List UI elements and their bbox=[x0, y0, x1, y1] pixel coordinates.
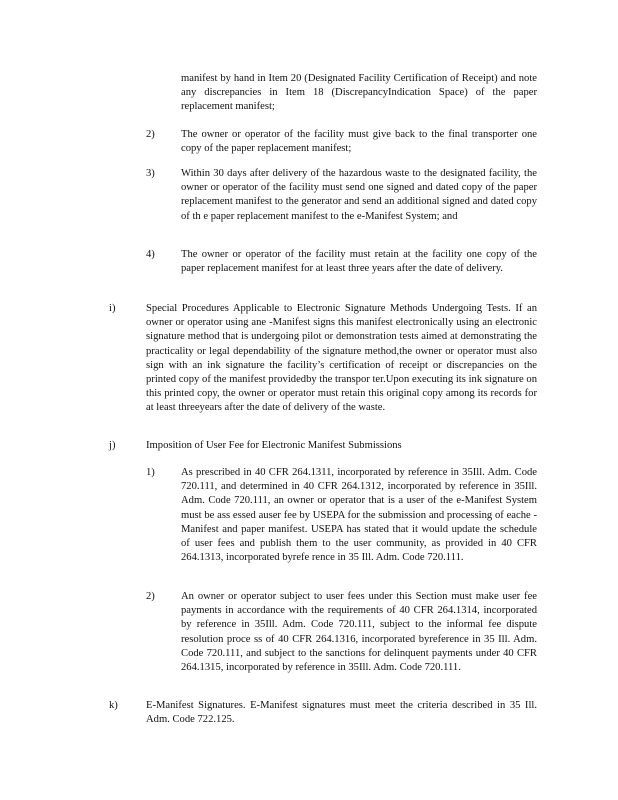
subitem-label: 2) bbox=[146, 591, 155, 602]
subitem-text: An owner or operator subject to user fees under this Section must make user fee payments in accordance with the requirements of 40 CFR 264.1314, incorporated by reference in 35Ill. Adm. Code 720.111, subject to the informal fee dispute resolution proce ss of 40 CFR 264.1316, incorporated byreference in 35 Ill. Adm. Code 720.111, and subject to the sanctions for delinquent payments under 40 CFR 264.1315, incorporated by reference in 35Ill. Adm. Code 720.111. bbox=[181, 591, 537, 674]
section-heading: Imposition of User Fee for Electronic Manifest Submissions bbox=[146, 440, 402, 451]
section-label: i) bbox=[109, 303, 116, 314]
section-text: E-Manifest Signatures. E-Manifest signatures must meet the criteria described in 35 Ill. Adm. Code 722.125. bbox=[146, 700, 537, 726]
item-label: 3) bbox=[146, 168, 155, 179]
item-label: 2) bbox=[146, 129, 155, 140]
section-text: Special Procedures Applicable to Electronic Signature Methods Undergoing Tests. If an owner or operator using ane -Manifest signs this manifest electronically using an electronic signature method that is undergoing pilot or demonstration tests aimed at demonstrating the practicality or legal dependability of the signature method,the owner or operator must also sign with an ink signature the facility’s certification of receipt or discrepancies on the printed copy of the manifest providedby the transpor ter.Upon executing its ink signature on this printed copy, the owner or operator must retain this original copy among its records for at least threeyears after the date of delivery of the waste. bbox=[146, 303, 537, 414]
section-label: j) bbox=[109, 440, 116, 451]
item-text: The owner or operator of the facility must give back to the final transporter one copy of the paper replacement manifest; bbox=[181, 129, 537, 155]
subitem-text: As prescribed in 40 CFR 264.1311, incorporated by reference in 35Ill. Adm. Code 720.111, and determined in 40 CFR 264.1312, incorporated by reference in 35Ill. Adm. Code 720.111, an owner or operator that is a user of the e-Manifest System must be ass essed auser fee by USEPA for the submission and processing of eache - Manifest and paper manifest. USEPA has stated that it would update the schedule of user fees and publish them to the user community, as provided in 40 CFR 264.1313, incorporated byrefe rence in 35 Ill. Adm. Code 720.111. bbox=[181, 467, 537, 564]
item-text: Within 30 days after delivery of the hazardous waste to the designated facility, the owner or operator of the facility must send one signed and dated copy of the paper replacement manifest to the generator and send an additional signed and dated copy of th e paper replacement manifest to the e-Manifest System; and bbox=[181, 168, 537, 222]
section-label: k) bbox=[109, 700, 118, 711]
continuation-paragraph: manifest by hand in Item 20 (Designated Facility Certification of Receipt) and note any discrepancies in Item 18 (DiscrepancyIndication Space) of the paper replacement manifest; bbox=[181, 73, 537, 113]
item-text: The owner or operator of the facility must retain at the facility one copy of the paper replacement manifest for at least three years after the date of delivery. bbox=[181, 249, 537, 275]
subitem-label: 1) bbox=[146, 467, 155, 478]
item-label: 4) bbox=[146, 249, 155, 260]
